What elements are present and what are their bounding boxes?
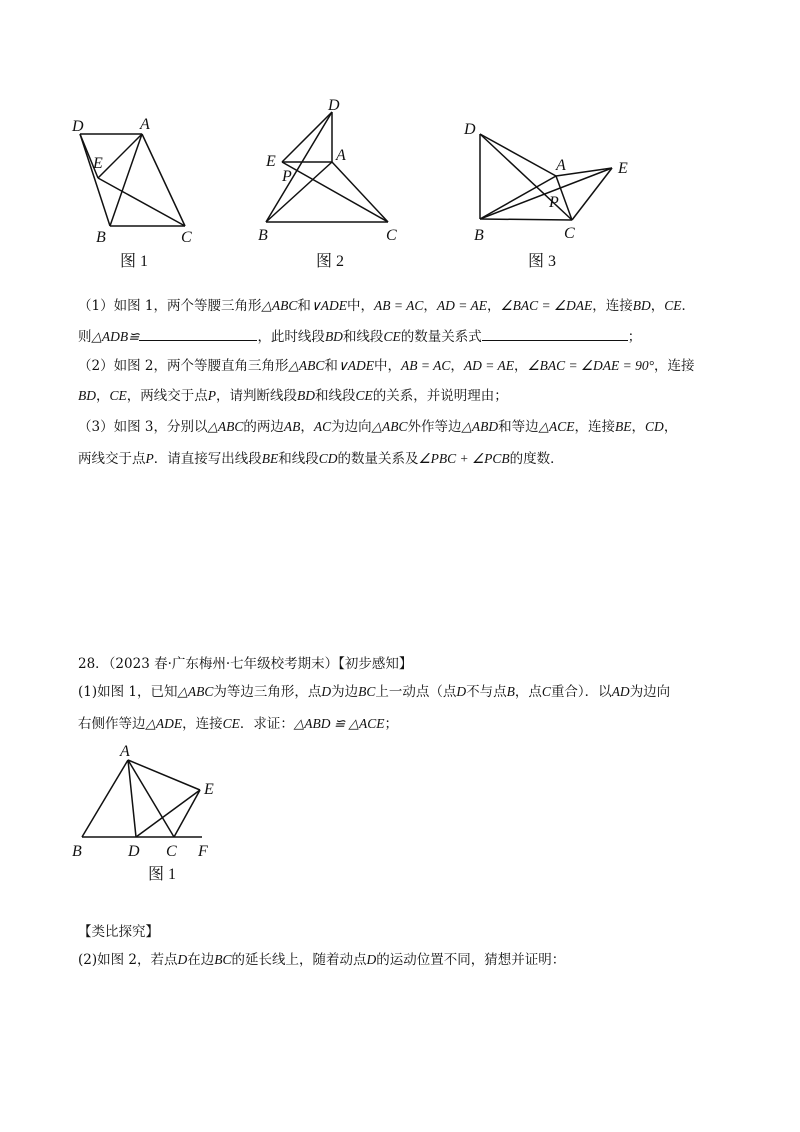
fig3-label-a: A <box>556 157 566 174</box>
text: 为边 <box>331 684 359 700</box>
math: P <box>145 451 154 466</box>
fig3-label-c: C <box>564 225 575 242</box>
math: BD <box>297 388 316 403</box>
text: ； <box>627 329 642 345</box>
q28-line-3 <box>78 950 565 970</box>
fig3-caption: 图 3 <box>527 253 557 270</box>
math: CE <box>664 298 682 313</box>
q27-line-3 <box>78 356 695 376</box>
text: 和线段 <box>278 451 319 467</box>
q27-line-4 <box>78 386 508 406</box>
math: D <box>321 684 332 699</box>
text: ， <box>513 358 528 374</box>
math: △ADE <box>145 716 183 731</box>
text: (1)如图 1，已知 <box>78 684 178 700</box>
q27-line-5 <box>78 417 677 437</box>
math: D <box>366 952 377 967</box>
math: △ABC <box>207 419 244 434</box>
text: 中， <box>374 358 401 374</box>
text: ．请直接写出线段 <box>153 451 262 467</box>
fig1-label-e: E <box>93 155 103 172</box>
text: 的数量关系及 <box>337 451 419 467</box>
text: 外作等边 <box>407 419 462 435</box>
fig2-caption: 图 2 <box>315 253 345 270</box>
text: ， <box>450 358 464 374</box>
text: ， <box>423 298 437 314</box>
text: 的数量关系式 <box>400 329 482 345</box>
fig4-label-d: D <box>128 843 140 860</box>
math: △ADB≌ <box>91 329 140 344</box>
q28-line-2 <box>78 714 398 734</box>
math: P <box>207 388 217 403</box>
text: 的延长线上，随着动点 <box>231 952 367 968</box>
text: ， <box>663 419 678 435</box>
text: ，请判断线段 <box>216 388 298 404</box>
text: 重合）．以 <box>550 684 612 700</box>
math: BD <box>324 329 343 344</box>
fig2-label-p: P <box>282 168 292 185</box>
math: AD <box>611 684 630 699</box>
fig2-label-c: C <box>386 227 397 244</box>
q27-line-6 <box>78 449 564 469</box>
math: D <box>177 952 188 967</box>
math: BD <box>78 388 96 403</box>
text: 和 <box>297 298 311 314</box>
math: CE <box>109 388 127 403</box>
text: 的两边 <box>243 419 284 435</box>
math: △ABD ≌ △ACE <box>293 716 385 731</box>
fig4-label-f: F <box>198 843 208 860</box>
text: ．求证： <box>239 716 294 732</box>
math: ∠BAC = ∠DAE = 90° <box>527 358 655 373</box>
text: 和 <box>324 358 338 374</box>
q27-line-1 <box>78 296 695 316</box>
fig3-label-p: P <box>549 194 559 211</box>
fig2-label-a: A <box>336 147 346 164</box>
figure-4 <box>62 738 232 888</box>
math: CE <box>355 388 373 403</box>
text: 为等边三角形，点 <box>213 684 322 700</box>
fig1-label-a: A <box>140 116 150 133</box>
text: ， <box>96 388 110 404</box>
math: ∨ADE <box>337 358 374 373</box>
fig1-caption: 图 1 <box>119 253 149 270</box>
math: △ACE <box>538 419 575 434</box>
text: 和线段 <box>342 329 384 345</box>
math: △ABD <box>461 419 499 434</box>
math: BE <box>615 419 632 434</box>
text: ，两线交于点 <box>126 388 208 404</box>
math: BD <box>632 298 651 313</box>
text: 中， <box>347 298 374 314</box>
text: 上一动点（点 <box>375 684 457 700</box>
math: BE <box>261 451 279 466</box>
fig3-label-b: B <box>474 227 484 244</box>
math: CE <box>383 329 401 344</box>
math: B <box>506 684 515 699</box>
figure-1 <box>68 112 198 272</box>
q28-line-1 <box>78 682 670 702</box>
math: AB <box>283 419 301 434</box>
text: ， <box>631 419 646 435</box>
math: AD = AE <box>436 298 487 313</box>
fig4-label-e: E <box>204 781 214 798</box>
text: 右侧作等边 <box>78 716 146 732</box>
text: ， <box>300 419 314 435</box>
fig4-label-a: A <box>120 743 130 760</box>
math: AD = AE <box>463 358 514 373</box>
text: 的关系，并说明理由； <box>372 388 508 404</box>
math: BC <box>358 684 376 699</box>
text: ，连接 <box>592 298 633 314</box>
math: △ABC <box>288 358 325 373</box>
math: BC <box>214 952 232 967</box>
q28-header: 28．（2023 春·广东梅州·七年级校考期末）【初步感知】 <box>78 656 413 672</box>
figure-3 <box>460 118 640 274</box>
math: △ABC <box>261 298 298 313</box>
q28-section-2: 【类比探究】 <box>78 924 159 940</box>
text: 为边向 <box>629 684 671 700</box>
math: CE <box>222 716 240 731</box>
math: ∨ADE <box>310 298 347 313</box>
q27-line-2 <box>78 326 641 347</box>
text: ，连接 <box>574 419 616 435</box>
fig3-label-d: D <box>464 121 476 138</box>
answer-blank-1[interactable] <box>139 326 257 341</box>
text: ，连接 <box>654 358 695 374</box>
text: ，点 <box>514 684 542 700</box>
text: 和等边 <box>498 419 539 435</box>
fig1-label-b: B <box>96 229 106 246</box>
text: 在边 <box>187 952 215 968</box>
math: D <box>456 684 467 699</box>
math: C <box>541 684 551 699</box>
text: （2）如图 2，两个等腰直角三角形 <box>78 358 289 374</box>
fig1-label-c: C <box>181 229 192 246</box>
fig4-label-c: C <box>166 843 177 860</box>
fig4-label-b: B <box>72 843 82 860</box>
math: △ABC <box>177 684 214 699</box>
text: ，此时线段 <box>257 329 325 345</box>
math: AB = AC <box>374 298 424 313</box>
text: ， <box>486 298 501 314</box>
text: 两线交于点 <box>78 451 146 467</box>
text: (2)如图 2，若点 <box>78 952 178 968</box>
fig2-label-b: B <box>258 227 268 244</box>
answer-blank-2[interactable] <box>482 326 628 341</box>
fig2-label-d: D <box>328 97 340 114</box>
text: 的度数． <box>509 451 564 467</box>
math: AB = AC <box>401 358 451 373</box>
text: 和线段 <box>315 388 356 404</box>
text: （1）如图 1，两个等腰三角形 <box>78 298 262 314</box>
figure-2 <box>252 94 412 274</box>
fig4-caption: 图 1 <box>147 866 177 883</box>
text: ， <box>650 298 665 314</box>
text: ，连接 <box>182 716 223 732</box>
fig3-label-e: E <box>618 160 628 177</box>
text: 的运动位置不同，猜想并证明： <box>376 952 566 968</box>
math: CD <box>645 419 664 434</box>
text: 为边向 <box>331 419 372 435</box>
math: ∠PBC + ∠PCB <box>418 451 510 466</box>
math: △ABC <box>371 419 408 434</box>
math: CD <box>318 451 338 466</box>
text: ； <box>384 716 398 732</box>
math: ∠BAC = ∠DAE <box>500 298 593 313</box>
fig2-label-e: E <box>266 153 276 170</box>
fig1-label-d: D <box>72 118 84 135</box>
text: ． <box>681 298 696 314</box>
text: （3）如图 3，分别以 <box>78 419 208 435</box>
text: 则 <box>78 329 92 345</box>
text: 不与点 <box>466 684 507 700</box>
math: AC <box>313 419 332 434</box>
